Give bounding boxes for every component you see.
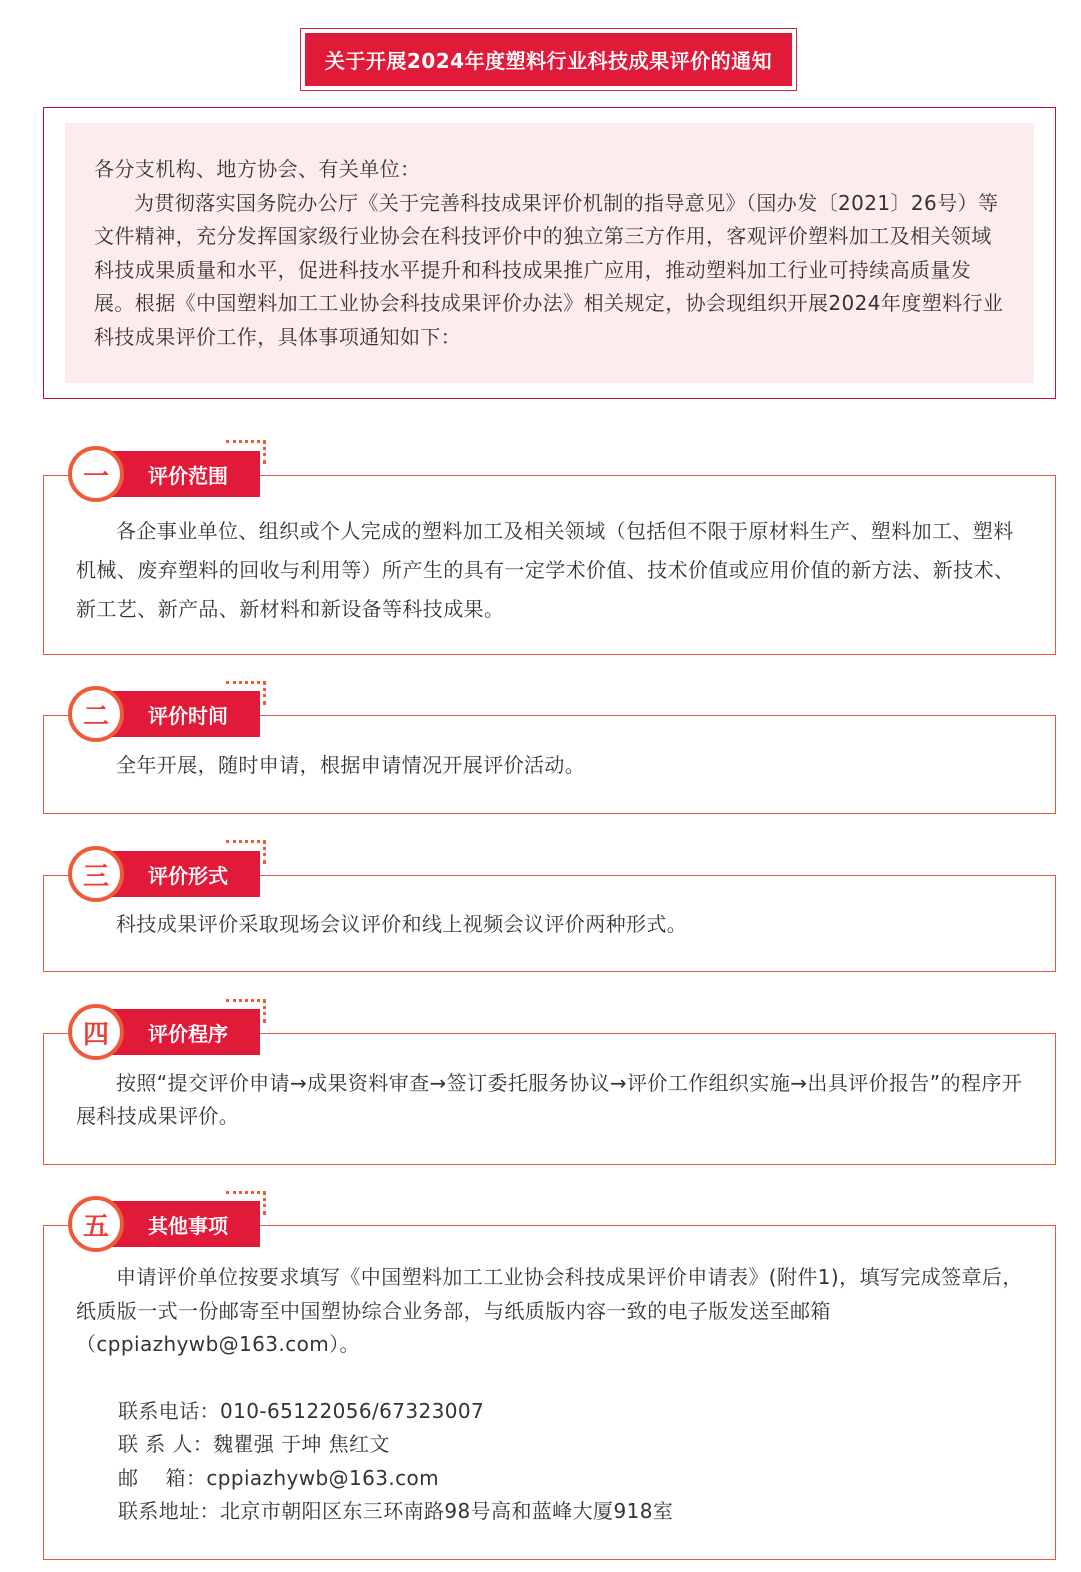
contact-email: 邮 箱：cppiazhywb@163.com <box>118 1465 440 1490</box>
section-1-heading: 评价范围 <box>96 451 260 497</box>
section-3-number-badge: 三 <box>68 846 124 902</box>
section-5-text: 申请评价单位按要求填写《中国塑料加工工业协会科技成果评价申请表》(附件1)，填写完成签章后，纸质版一式一份邮寄至中国塑协综合业务部，与纸质版内容一致的电子版发送至邮箱（cppiazhywb@163.com）。 <box>76 1265 1023 1356</box>
section-2-number-badge: 二 <box>68 686 124 742</box>
title-frame <box>300 28 797 91</box>
section-2-heading: 评价时间 <box>96 691 260 737</box>
contact-block <box>76 1395 1024 1529</box>
section-4-number-badge: 四 <box>68 1004 124 1060</box>
contact-phone: 联系电话：010-65122056/67323007 <box>118 1398 485 1423</box>
section-1-number-badge: 一 <box>68 446 124 502</box>
section-5-box <box>43 1225 1056 1560</box>
section-1-box <box>43 475 1056 655</box>
intro-body: 为贯彻落实国务院办公厅《关于完善科技成果评价机制的指导意见》（国办发〔2021〕26号）等文件精神，充分发挥国家级行业协会在科技评价中的独立第三方作用，客观评价塑料加工及相关领域科技成果质量和水平，促进科技水平提升和科技成果推广应用，推动塑料加工行业可持续高质量发展。根据《中国塑料加工工业协会科技成果评价办法》相关规定，协会现组织开展2024年度塑料行业科技成果评价工作，具体事项通知如下： <box>94 190 1004 349</box>
intro-panel <box>65 123 1034 383</box>
section-4-text: 按照“提交评价申请→成果资料审查→签订委托服务协议→评价工作组织实施→出具评价报告”的程序开展科技成果评价。 <box>76 1071 1023 1128</box>
page-title: 关于开展2024年度塑料行业科技成果评价的通知 <box>305 33 792 86</box>
intro-salutation: 各分支机构、地方协会、有关单位： <box>94 157 421 181</box>
section-4-heading: 评价程序 <box>96 1009 260 1055</box>
section-2-text: 全年开展，随时申请，根据申请情况开展评价活动。 <box>116 753 586 777</box>
section-5-number-badge: 五 <box>68 1196 124 1252</box>
section-5-heading: 其他事项 <box>96 1201 260 1247</box>
section-3-text: 科技成果评价采取现场会议评价和线上视频会议评价两种形式。 <box>116 912 688 936</box>
contact-address: 联系地址：北京市朝阳区东三环南路98号高和蓝峰大厦918室 <box>118 1499 674 1523</box>
section-1-text: 各企事业单位、组织或个人完成的塑料加工及相关领域（包括但不限于原材料生产、塑料加工、塑料机械、废弃塑料的回收与利用等）所产生的具有一定学术价值、技术价值或应用价值的新方法、新技术、新工艺、新产品、新材料和新设备等科技成果。 <box>76 519 1015 621</box>
contact-person: 联 系 人：魏瞿强 于坤 焦红文 <box>118 1432 390 1456</box>
section-3-heading: 评价形式 <box>96 851 260 897</box>
intro-frame <box>43 107 1056 399</box>
